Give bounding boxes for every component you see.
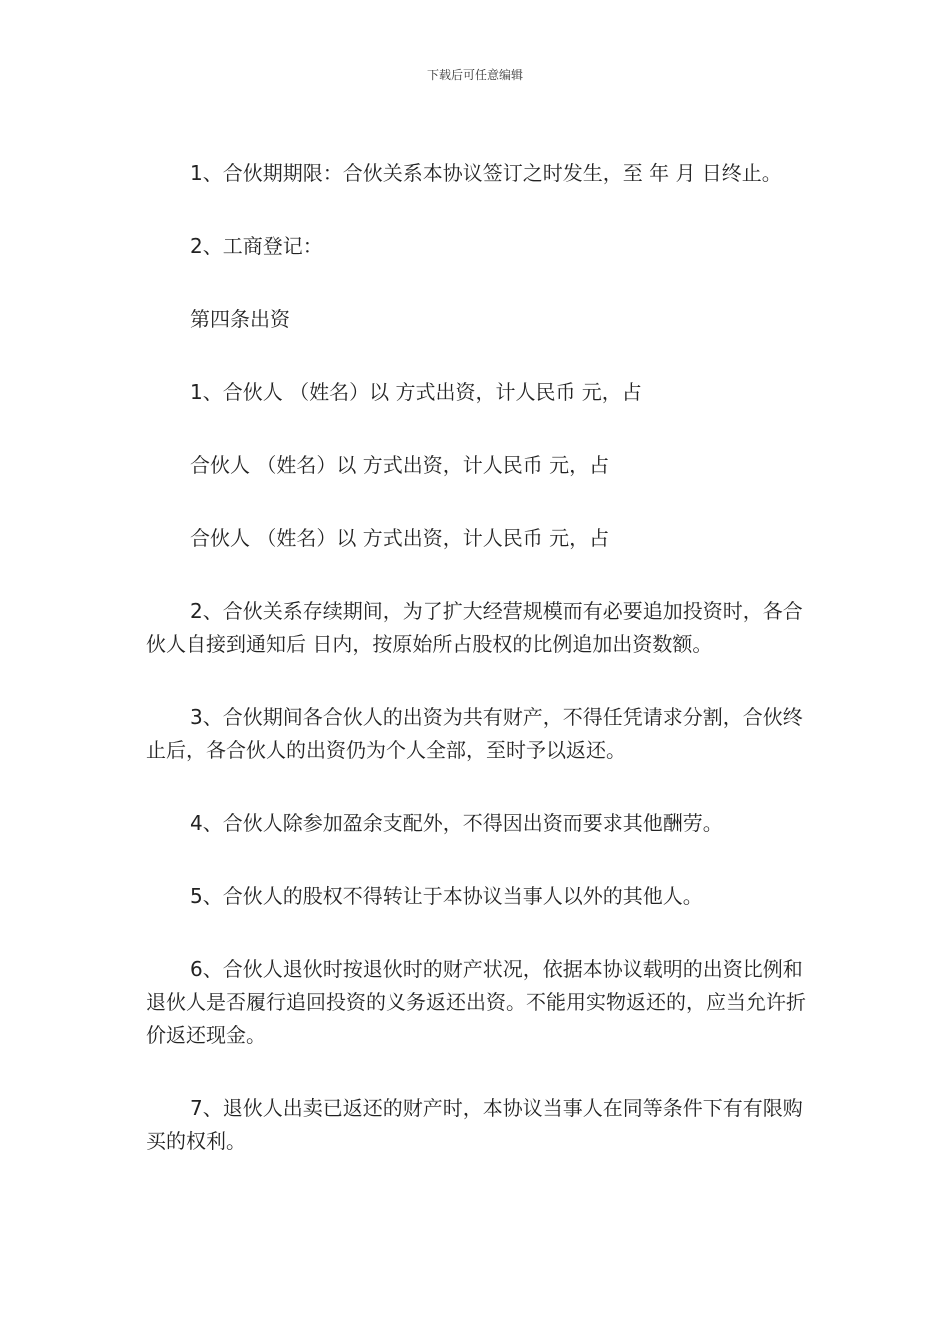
paragraph-partner-contribution-3: 合伙人 （姓名）以 方式出资，计人民币 元，占: [190, 526, 610, 550]
paragraph-partner-contribution-1: 1、合伙人 （姓名）以 方式出资，计人民币 元，占: [190, 380, 642, 404]
page-header: 下载后可任意编辑: [426, 68, 523, 82]
paragraph-term: 1、合伙期期限：合伙关系本协议签订之时发生，至 年 月 日终止。: [190, 161, 782, 185]
paragraph-withdrawal-return: 6、合伙人退伙时按退伙时的财产状况，依据本协议载明的出资比例和退伙人是否履行追回投资的义务返还出资。不能用实物返还的，应当允许折价返还现金。: [146, 957, 806, 1047]
paragraph-partner-contribution-2: 合伙人 （姓名）以 方式出资，计人民币 元，占: [190, 453, 610, 477]
document-body: [146, 157, 808, 1198]
paragraph-common-property: 3、合伙期间各合伙人的出资为共有财产，不得任凭请求分割，合伙终止后，各合伙人的出资仍为个人全部，至时予以返还。: [146, 705, 803, 762]
section-heading-capital: 第四条出资: [190, 307, 290, 331]
paragraph-additional-investment: 2、合伙关系存续期间，为了扩大经营规模而有必要追加投资时，各合伙人自接到通知后 日内，按原始所占股权的比例追加出资数额。: [146, 599, 803, 656]
paragraph-registration: 2、工商登记：: [190, 234, 323, 258]
paragraph-no-other-reward: 4、合伙人除参加盈余支配外，不得因出资而要求其他酬劳。: [190, 811, 723, 835]
paragraph-no-transfer: 5、合伙人的股权不得转让于本协议当事人以外的其他人。: [190, 884, 703, 908]
paragraph-preemptive-right: 7、退伙人出卖已返还的财产时，本协议当事人在同等条件下有有限购买的权利。: [146, 1096, 803, 1153]
